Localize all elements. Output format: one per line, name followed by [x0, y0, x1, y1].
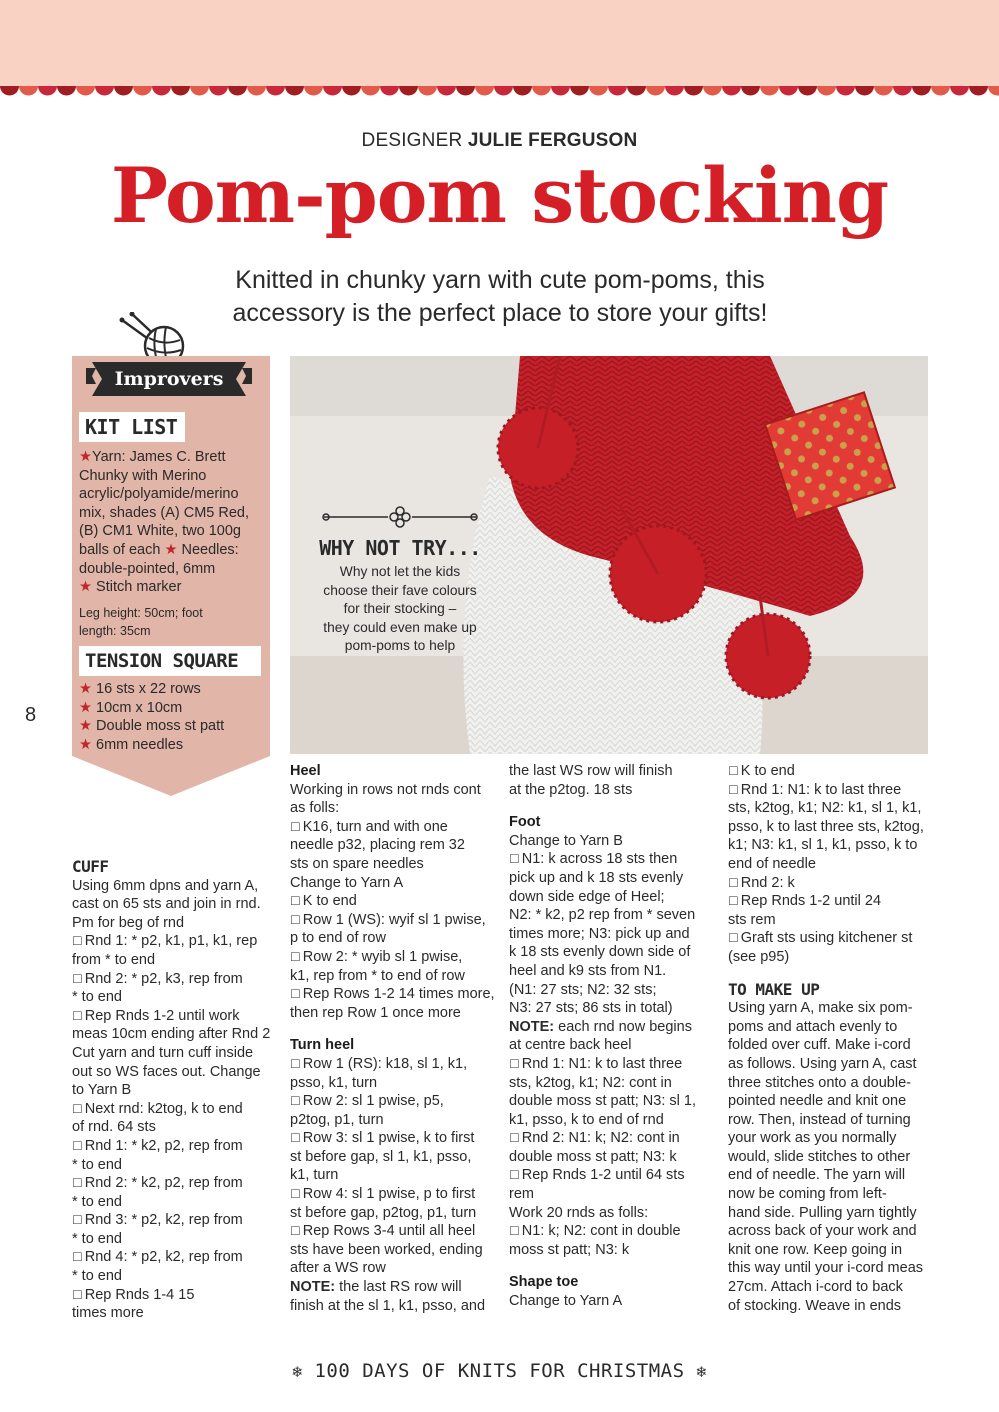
scallop	[152, 86, 171, 96]
pattern-line: of rnd. 64 sts	[72, 1119, 156, 1136]
star-icon: ★	[79, 718, 92, 735]
pattern-line: end of needle. The yarn will	[728, 1167, 906, 1184]
scallop	[532, 86, 551, 96]
pattern-line: * to end	[72, 1156, 122, 1173]
kit-line: Stitch marker	[96, 579, 182, 596]
why-line: Why not let the kids	[339, 564, 461, 579]
pattern-line: Row 2: sl 1 pwise, p5,	[302, 1093, 444, 1110]
pattern-line: * to end	[72, 989, 122, 1006]
pattern-line: sts, k2tog, k1; N2: k1, sl 1, k1,	[728, 800, 922, 817]
scallop	[418, 86, 437, 96]
pattern-line: N1: k across 18 sts then	[521, 851, 678, 868]
tension-item: 16 sts x 22 rows	[96, 681, 201, 697]
pattern-line: Rnd 2: * p2, k3, rep from	[84, 970, 243, 987]
pattern-line: Next rnd: k2tog, k to end	[84, 1100, 243, 1117]
pattern-line: p to end of row	[290, 930, 386, 947]
checkbox-icon: ☐	[509, 1056, 520, 1071]
checkbox-icon: ☐	[509, 1131, 520, 1146]
pattern-line: sts rem	[728, 911, 776, 928]
pattern-line: each rnd now begins	[558, 1018, 692, 1035]
pattern-line: N2: * k2, p2 rep from * seven	[509, 907, 696, 924]
checkbox-icon: ☐	[509, 1168, 520, 1183]
snowflake-icon: ❄	[696, 1362, 707, 1381]
pattern-line: Work 20 rnds as folls:	[509, 1204, 649, 1221]
checkbox-icon: ☐	[72, 1008, 83, 1023]
pattern-line: the last WS row will finish	[509, 763, 673, 779]
checkbox-icon: ☐	[290, 819, 301, 834]
scallop	[456, 86, 475, 96]
scallop	[703, 86, 722, 96]
pattern-line: Graft sts using kitchener st	[740, 930, 913, 947]
pattern-line: three stitches onto a double-	[728, 1074, 911, 1091]
snowflake-icon: ❄	[292, 1362, 303, 1381]
pattern-line: N1: k; N2: cont in double	[521, 1223, 681, 1240]
pattern-line: double moss st patt; N3: sl 1,	[509, 1093, 696, 1110]
pattern-line: K to end	[740, 763, 795, 779]
pattern-line: poms and attach evenly to	[728, 1018, 898, 1035]
pattern-line: now be coming from left-	[728, 1186, 887, 1203]
pattern-line: sts on spare needles	[290, 855, 424, 872]
pattern-line: Row 1 (RS): k18, sl 1, k1,	[302, 1055, 468, 1072]
scallop	[133, 86, 152, 96]
scallop	[779, 86, 798, 96]
why-line: they could even make up	[323, 619, 477, 635]
pattern-line: your work as you normally	[728, 1130, 897, 1147]
pattern-line: p2tog, p1, turn	[290, 1111, 384, 1128]
pattern-line: row. Then, instead of turning	[728, 1111, 911, 1128]
scallop	[304, 86, 323, 96]
pattern-line: Rep Rows 3-4 until all heel	[302, 1223, 476, 1240]
page-title: Pom-pom stocking	[110, 151, 889, 240]
scallop	[209, 86, 228, 96]
scallop	[437, 86, 456, 96]
scallop	[190, 86, 209, 96]
kit-list-body	[79, 448, 265, 597]
tension-heading: TENSION SQUARE	[79, 646, 261, 676]
pattern-line: k1, psso, k to end of rnd	[509, 1111, 664, 1128]
scallop	[475, 86, 494, 96]
scallop	[570, 86, 589, 96]
pattern-line: Row 2: * wyib sl 1 pwise,	[302, 948, 463, 965]
checkbox-icon: ☐	[290, 949, 301, 964]
scallop	[722, 86, 741, 96]
pattern-line: Rep Rows 1-2 14 times more,	[302, 986, 495, 1003]
checkbox-icon: ☐	[72, 1250, 83, 1265]
top-color-band	[0, 0, 999, 88]
flourish-divider-icon	[322, 506, 478, 528]
checkbox-icon: ☐	[72, 934, 83, 949]
pattern-line: finish at the sl 1, k1, psso, and	[290, 1297, 486, 1314]
scallop-border	[0, 86, 999, 102]
checkbox-icon: ☐	[72, 1138, 83, 1153]
checkbox-icon: ☐	[290, 1056, 301, 1071]
kit-line: Yarn: James C. Brett	[92, 449, 226, 465]
pattern-line: needle p32, placing rem 32	[290, 837, 465, 854]
kit-line: mix, shades (A) CM5 Red,	[79, 504, 250, 521]
footer-title: 100 DAYS OF KNITS FOR CHRISTMAS	[314, 1360, 685, 1382]
pattern-line: * to end	[72, 1193, 122, 1210]
why-line: pom-poms to help	[344, 638, 456, 654]
turn-heel-heading: Turn heel	[290, 1037, 355, 1054]
scallop	[513, 86, 532, 96]
pattern-line: times more	[72, 1305, 144, 1322]
pattern-line: sts have been worked, ending	[290, 1241, 483, 1258]
pattern-line: rem	[509, 1186, 534, 1203]
pattern-line: K to end	[302, 893, 357, 910]
pattern-line: Rnd 2: N1: k; N2: cont in	[521, 1130, 680, 1147]
pattern-line: Rep Rnds 1-2 until 24	[740, 893, 882, 910]
checkbox-icon: ☐	[72, 1287, 83, 1302]
tension-item: 6mm needles	[96, 736, 184, 753]
kit-line: Needles:	[181, 541, 239, 558]
subtitle	[150, 264, 850, 330]
pattern-line: Rep Rnds 1-4 15	[84, 1286, 195, 1303]
checkbox-icon: ☐	[728, 764, 739, 778]
pattern-line: at centre back heel	[509, 1037, 632, 1054]
pattern-line: the last RS row will	[339, 1279, 462, 1296]
scallop	[494, 86, 513, 96]
pattern-line: (see p95)	[728, 948, 790, 965]
checkbox-icon: ☐	[728, 875, 739, 890]
tension-item: Double moss st patt	[96, 718, 225, 735]
pattern-line: N3: 27 sts; 86 sts in total)	[509, 1000, 673, 1017]
pattern-line: down side edge of Heel;	[509, 888, 665, 905]
checkbox-icon: ☐	[290, 1131, 301, 1146]
pattern-line: cast on 65 sts and join in rnd.	[72, 896, 261, 913]
checkbox-icon: ☐	[290, 987, 301, 1002]
pattern-line: Row 3: sl 1 pwise, k to first	[302, 1130, 475, 1147]
star-icon: ★	[79, 736, 92, 753]
checkbox-icon: ☐	[728, 894, 739, 909]
scallop	[76, 86, 95, 96]
pattern-line: hand side. Pulling yarn tightly	[728, 1204, 917, 1221]
skill-level-label: Improvers	[114, 368, 224, 390]
scallop	[988, 86, 999, 96]
scallop	[38, 86, 57, 96]
checkbox-icon: ☐	[72, 971, 83, 986]
checkbox-icon: ☐	[509, 1224, 520, 1239]
star-icon: ★	[79, 449, 92, 465]
scallop	[380, 86, 399, 96]
pattern-line: Working in rows not rnds cont	[290, 781, 481, 798]
cuff-heading: CUFF	[72, 857, 109, 876]
scallop	[893, 86, 912, 96]
designer-label: DESIGNER	[361, 130, 463, 151]
star-icon: ★	[79, 699, 92, 716]
scallop	[798, 86, 817, 96]
pattern-line: Rnd 4: * p2, k2, rep from	[84, 1249, 243, 1266]
why-not-try-heading: WHY NOT TRY...	[319, 536, 481, 560]
kit-line: (B) CM1 White, two 100g	[79, 523, 241, 540]
pattern-line: to Yarn B	[72, 1082, 132, 1099]
pattern-line: then rep Row 1 once more	[290, 1004, 461, 1021]
pattern-line: k1, turn	[290, 1167, 339, 1184]
pattern-line: this way until your i-cord meas	[728, 1260, 924, 1277]
star-icon: ★	[79, 681, 92, 697]
scallop	[361, 86, 380, 96]
why-line: choose their fave colours	[323, 582, 477, 598]
pattern-line: sts, k2tog, k1; N2: cont in	[509, 1074, 672, 1091]
checkbox-icon: ☐	[290, 894, 301, 909]
scallop	[0, 86, 19, 96]
column-cuff	[72, 858, 277, 1323]
scallop	[741, 86, 760, 96]
pattern-line: after a WS row	[290, 1260, 386, 1277]
checkbox-icon: ☐	[290, 1187, 301, 1202]
pattern-line: k 18 sts evenly down side of	[509, 944, 691, 961]
scallop	[399, 86, 418, 96]
pattern-line: st before gap, sl 1, k1, psso,	[290, 1148, 472, 1165]
pattern-line: Row 4: sl 1 pwise, p to first	[302, 1186, 476, 1203]
checkbox-icon: ☐	[728, 931, 739, 946]
scallop	[760, 86, 779, 96]
kit-line: Chunky with Merino	[79, 467, 207, 484]
pattern-line: Rnd 3: * p2, k2, rep from	[84, 1212, 243, 1229]
checkbox-icon: ☐	[728, 782, 739, 797]
checkbox-icon: ☐	[290, 1224, 301, 1239]
kit-line: acrylic/polyamide/merino	[79, 486, 239, 503]
scallop	[266, 86, 285, 96]
size-line: Leg height: 50cm; foot	[79, 606, 203, 620]
pattern-line: Change to Yarn A	[290, 874, 404, 891]
shape-toe-heading: Shape toe	[509, 1274, 579, 1291]
scallop	[855, 86, 874, 96]
pattern-line: * to end	[72, 1230, 122, 1247]
pattern-line: Pm for beg of rnd	[72, 914, 185, 931]
pattern-line: heel and k9 sts from N1.	[509, 962, 667, 979]
scallop	[19, 86, 38, 96]
checkbox-icon: ☐	[72, 1176, 83, 1191]
subtitle-line: accessory is the perfect place to store your gifts!	[232, 299, 768, 327]
scallop	[646, 86, 665, 96]
subtitle-line: Knitted in chunky yarn with cute pom-poms, this	[235, 266, 765, 294]
note-label: NOTE:	[509, 1018, 555, 1035]
scallop	[836, 86, 855, 96]
pattern-line: 27cm. Attach i-cord to back	[728, 1279, 903, 1296]
pattern-line: Cut yarn and turn cuff inside	[72, 1044, 254, 1061]
scallop	[247, 86, 266, 96]
pattern-line: st before gap, p2tog, p1, turn	[290, 1204, 477, 1221]
footer	[0, 1360, 999, 1382]
pattern-line: Using yarn A, make six pom-	[728, 1000, 913, 1017]
pattern-line: Rnd 1: * k2, p2, rep from	[84, 1137, 243, 1154]
checkbox-icon: ☐	[509, 852, 520, 867]
scallop	[627, 86, 646, 96]
scallop	[285, 86, 304, 96]
scallop	[551, 86, 570, 96]
scallop	[228, 86, 247, 96]
tension-item: 10cm x 10cm	[96, 699, 183, 716]
pattern-line: pointed needle and knit one	[728, 1093, 907, 1110]
pattern-line: (N1: 27 sts; N2: 32 sts;	[509, 981, 657, 998]
pattern-line: k1, rep from * to end of row	[290, 967, 465, 984]
checkbox-icon: ☐	[72, 1101, 83, 1116]
pattern-line: K16, turn and with one	[302, 818, 448, 835]
pattern-line: as folls:	[290, 800, 340, 817]
scallop	[817, 86, 836, 96]
kit-line: balls of each	[79, 541, 161, 558]
scallop	[171, 86, 190, 96]
scallop	[323, 86, 342, 96]
scallop	[342, 86, 361, 96]
pattern-line: Rnd 2: k	[740, 874, 795, 891]
scallop	[684, 86, 703, 96]
star-icon: ★	[79, 579, 92, 596]
why-line: for their stocking –	[343, 601, 457, 617]
pattern-line: end of needle	[728, 855, 816, 872]
column-heel	[290, 762, 500, 1315]
scallop	[57, 86, 76, 96]
kit-line: double-pointed, 6mm	[79, 560, 216, 577]
pattern-line: times more; N3: pick up and	[509, 925, 690, 942]
column-finishing	[728, 762, 943, 1315]
pattern-line: across back of your work and	[728, 1223, 917, 1240]
checkbox-icon: ☐	[290, 1094, 301, 1109]
pattern-line: Rnd 1: N1: k to last three	[740, 781, 902, 798]
pattern-line: pick up and k 18 sts evenly	[509, 869, 684, 886]
checkbox-icon: ☐	[72, 1213, 83, 1228]
scallop	[114, 86, 133, 96]
pattern-line: Rep Rnds 1-2 until work	[84, 1007, 240, 1024]
checkbox-icon: ☐	[290, 912, 301, 927]
pattern-line: Rnd 2: * k2, p2, rep from	[84, 1175, 243, 1192]
pattern-line: of stocking. Weave in ends	[728, 1297, 902, 1314]
kit-list-heading: KIT LIST	[79, 412, 185, 442]
star-icon: ★	[164, 541, 178, 558]
pattern-line: double moss st patt; N3: k	[509, 1148, 677, 1165]
note-label: NOTE:	[290, 1279, 336, 1296]
scallop	[931, 86, 950, 96]
pattern-line: as follows. Using yarn A, cast	[728, 1055, 917, 1072]
pattern-line: moss st patt; N3: k	[509, 1241, 630, 1258]
size-info	[79, 604, 265, 640]
page-number: 8	[25, 704, 37, 726]
pattern-line: from * to end	[72, 951, 156, 968]
pattern-line: knit one row. Keep going in	[728, 1241, 903, 1258]
pattern-line: Rnd 1: * p2, k1, p1, k1, rep	[84, 933, 258, 950]
tension-list	[79, 680, 265, 754]
pattern-line: * to end	[72, 1268, 122, 1285]
designer-credit	[0, 130, 999, 152]
heel-heading: Heel	[290, 763, 321, 779]
scallop	[969, 86, 988, 96]
scallop	[589, 86, 608, 96]
pattern-line: Rep Rnds 1-2 until 64 sts	[521, 1167, 685, 1184]
scallop	[874, 86, 893, 96]
scallop	[95, 86, 114, 96]
pattern-line: Using 6mm dpns and yarn A,	[72, 877, 259, 894]
pattern-line: meas 10cm ending after Rnd 2	[72, 1026, 271, 1043]
pattern-line: Rnd 1: N1: k to last three	[521, 1055, 683, 1072]
scallop	[608, 86, 627, 96]
size-line: length: 35cm	[79, 624, 151, 638]
pattern-line: Row 1 (WS): wyif sl 1 pwise,	[302, 911, 486, 928]
to-make-up-heading: TO MAKE UP	[728, 979, 820, 999]
pattern-line: at the p2tog. 18 sts	[509, 781, 633, 798]
pattern-line: Change to Yarn B	[509, 832, 623, 849]
scallop	[950, 86, 969, 96]
scallop	[912, 86, 931, 96]
why-not-try-body	[310, 563, 490, 656]
designer-name: JULIE FERGUSON	[467, 130, 638, 151]
scallop	[665, 86, 684, 96]
foot-heading: Foot	[509, 814, 541, 831]
pattern-line: psso, k to last three sts, k2tog,	[728, 818, 924, 835]
pattern-line: would, slide stitches to other	[728, 1148, 911, 1165]
pattern-line: k1; N3: k1, sl 1, k1, psso, k to	[728, 837, 918, 854]
pattern-line: Change to Yarn A	[509, 1293, 623, 1310]
pattern-line: folded over cuff. Make i-cord	[728, 1037, 911, 1054]
pattern-line: psso, k1, turn	[290, 1074, 378, 1091]
pattern-line: out so WS faces out. Change	[72, 1063, 261, 1080]
column-foot	[509, 762, 721, 1311]
